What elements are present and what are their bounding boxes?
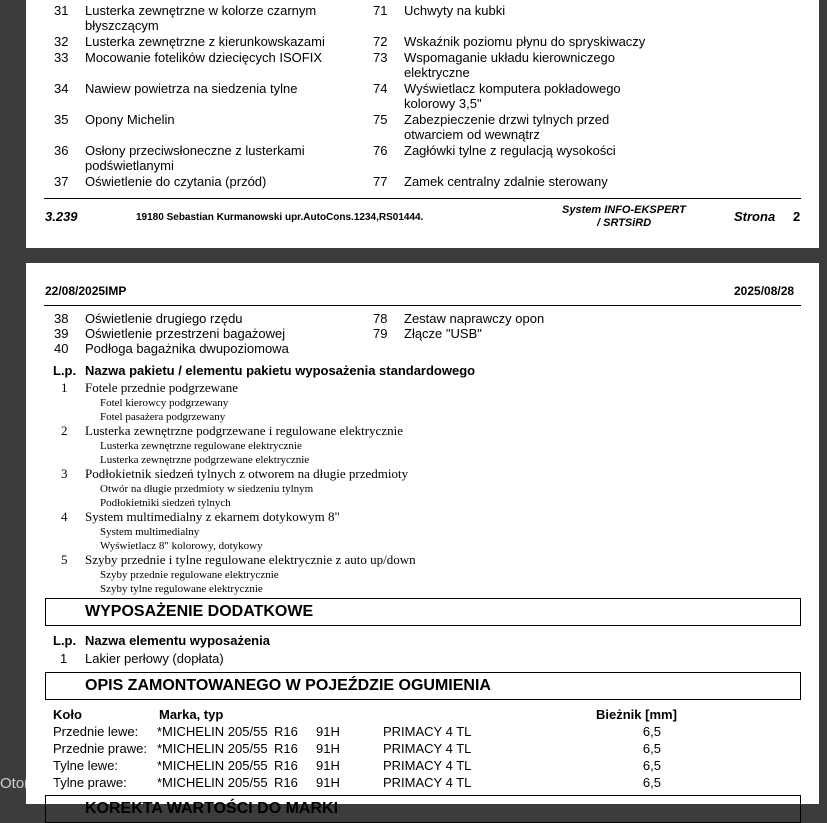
tyre-wheel: Przednie prawe: — [53, 741, 147, 756]
list-item-number: 36 — [54, 143, 69, 158]
package-name: System multimedialny z ekarnem dotykowym 8" — [85, 509, 340, 524]
list-item-text-continued: kolorowy 3,5" — [404, 96, 482, 111]
list-item-number: 34 — [54, 81, 69, 96]
tyres-box — [45, 672, 801, 700]
list-item-number: 31 — [54, 3, 69, 18]
list-item-text-continued: podświetlanymi — [85, 158, 174, 173]
list-item-text: Oświetlenie drugiego rzędu — [85, 311, 243, 326]
tyre-model: PRIMACY 4 TL — [383, 775, 472, 790]
tyre-wheel: Tylne lewe: — [53, 758, 119, 773]
additional-equipment-title: WYPOSAŻENIE DODATKOWE — [85, 603, 314, 620]
list-item-text: Opony Michelin — [85, 112, 175, 127]
list-item-text: Złącze "USB" — [404, 326, 482, 341]
tyre-tread: 6,5 — [642, 724, 661, 739]
package-subitem: Szyby przednie regulowane elektrycznie — [100, 569, 279, 581]
package-number: 3 — [61, 466, 68, 481]
packages-lp-header: L.p. — [53, 363, 77, 378]
package-subitem: Szyby tylne regulowane elektrycznie — [100, 583, 263, 595]
tyres-wheel-header: Koło — [53, 707, 82, 722]
tyre-load-speed-index: 91H — [316, 775, 340, 790]
package-number: 2 — [61, 423, 68, 438]
list-item-text: Wskaźnik poziomu płynu do spryskiwaczy — [404, 34, 646, 49]
package-subitem: System multimedialny — [100, 526, 200, 538]
tyre-model: PRIMACY 4 TL — [383, 724, 472, 739]
packages-title-header: Nazwa pakietu / elementu pakietu wyposażenia standardowego — [85, 363, 476, 378]
document-page-2 — [26, 263, 819, 817]
tyre-load-speed-index: 91H — [316, 724, 340, 739]
list-item-text: Uchwyty na kubki — [404, 3, 506, 18]
list-item-number: 33 — [54, 50, 69, 65]
tyre-brand: *MICHELIN 205/55 — [157, 741, 268, 756]
tyre-rim: R16 — [274, 775, 298, 790]
additional-equipment-box — [45, 598, 801, 626]
list-item-text: Osłony przeciwsłoneczne z lusterkami — [85, 143, 305, 158]
tyre-model: PRIMACY 4 TL — [383, 758, 472, 773]
list-item-number: 37 — [54, 174, 69, 189]
list-item-text: Zamek centralny zdalnie sterowany — [404, 174, 608, 189]
list-item-number: 71 — [373, 3, 388, 18]
package-name: Podłokietnik siedzeń tylnych z otworem na długie przedmioty — [85, 466, 409, 481]
footer-system-line1: System INFO-EKSPERT — [562, 204, 686, 216]
tyre-model: PRIMACY 4 TL — [383, 741, 472, 756]
list-item-text: Zestaw naprawczy opon — [404, 311, 545, 326]
package-subitem: Wyświetlacz 8" kolorowy, dotykowy — [100, 540, 263, 552]
package-number: 4 — [61, 509, 68, 524]
list-item-number: 77 — [373, 174, 388, 189]
additional-title-header: Nazwa elementu wyposażenia — [85, 633, 270, 648]
tyre-load-speed-index: 91H — [316, 758, 340, 773]
package-subitem: Otwór na długie przedmioty w siedzeniu tylnym — [100, 483, 314, 495]
list-item-number: 32 — [54, 34, 69, 49]
next-section-box — [45, 795, 801, 823]
additional-item-text: Lakier perłowy (dopłata) — [85, 651, 224, 666]
package-name: Fotele przednie podgrzewane — [85, 380, 239, 395]
list-item-text: Oświetlenie przestrzeni bagażowej — [85, 326, 286, 341]
package-name: Szyby przednie i tylne regulowane elektrycznie z auto up/down — [85, 552, 416, 567]
list-item-text: Nawiew powietrza na siedzenia tylne — [85, 81, 298, 96]
header-left: 22/08/2025IMP — [45, 284, 127, 298]
footer-code: 3.239 — [45, 209, 78, 224]
tyre-rim: R16 — [274, 724, 298, 739]
tyres-tread-header: Bieżnik [mm] — [596, 707, 677, 722]
list-item-number: 79 — [373, 326, 388, 341]
list-item-number: 75 — [373, 112, 388, 127]
list-item-number: 72 — [373, 34, 388, 49]
tyre-wheel: Przednie lewe: — [53, 724, 139, 739]
list-item-number: 76 — [373, 143, 388, 158]
list-item-number: 38 — [54, 311, 69, 326]
list-item-text: Lusterka zewnętrzne z kierunkowskazami — [85, 34, 325, 49]
additional-item-number: 1 — [60, 651, 68, 666]
footer-page-number: 2 — [793, 209, 801, 224]
tyre-tread: 6,5 — [642, 775, 661, 790]
list-item-text: Zabezpieczenie drzwi tylnych przed — [404, 112, 610, 127]
tyre-brand: *MICHELIN 205/55 — [157, 724, 268, 739]
package-subitem: Podłokietniki siedzeń tylnych — [100, 497, 231, 509]
list-item-text: Podłoga bagażnika dwupoziomowa — [85, 341, 289, 356]
list-item-number: 78 — [373, 311, 388, 326]
package-name: Lusterka zewnętrzne podgrzewane i regulowane elektrycznie — [85, 423, 403, 438]
tyre-brand: *MICHELIN 205/55 — [157, 758, 268, 773]
list-item-text: Oświetlenie do czytania (przód) — [85, 174, 267, 189]
tyre-tread: 6,5 — [642, 758, 661, 773]
package-number: 1 — [61, 380, 68, 395]
list-item-text-continued: otwarciem od wewnątrz — [404, 127, 540, 142]
document-page-1 — [26, 0, 819, 248]
list-item-text: Lusterka zewnętrzne w kolorze czarnym — [85, 3, 317, 18]
list-item-number: 74 — [373, 81, 388, 96]
tyres-title: OPIS ZAMONTOWANEGO W POJEŹDZIE OGUMIENIA — [85, 677, 491, 694]
list-item-number: 35 — [54, 112, 69, 127]
additional-lp-header: L.p. — [53, 633, 77, 648]
list-item-text: Zagłówki tylne z regulacją wysokości — [404, 143, 616, 158]
list-item-number: 73 — [373, 50, 388, 65]
footer-page-label: Strona — [734, 209, 776, 224]
footer-system-line2: / SRTSiRD — [597, 217, 652, 229]
header-divider — [44, 305, 801, 306]
tyre-load-speed-index: 91H — [316, 741, 340, 756]
list-item-text: Wyświetlacz komputera pokładowego — [404, 81, 621, 96]
header-right: 2025/08/28 — [734, 284, 795, 298]
package-subitem: Fotel kierowcy podgrzewany — [100, 397, 229, 409]
tyre-brand: *MICHELIN 205/55 — [157, 775, 268, 790]
list-item-text-continued: błyszczącym — [85, 18, 159, 33]
package-subitem: Fotel pasażera podgrzewany — [100, 411, 226, 423]
list-item-number: 39 — [54, 326, 69, 341]
tyre-rim: R16 — [274, 758, 298, 773]
package-number: 5 — [61, 552, 68, 567]
tyre-tread: 6,5 — [642, 741, 661, 756]
next-section-title: KOREKTA WARTOŚCI DO MARKI — [85, 800, 339, 817]
list-item-number: 40 — [54, 341, 69, 356]
list-item-text-continued: elektryczne — [404, 65, 470, 80]
package-subitem: Lusterka zewnętrzne regulowane elektrycznie — [100, 440, 302, 452]
tyres-brand-header: Marka, typ — [159, 707, 224, 722]
list-item-text: Mocowanie fotelików dziecięcych ISOFIX — [85, 50, 322, 65]
tyre-wheel: Tylne prawe: — [53, 775, 127, 790]
list-item-text: Wspomaganie układu kierowniczego — [404, 50, 616, 65]
package-subitem: Lusterka zewnętrzne podgrzewane elektrycznie — [100, 454, 310, 466]
footer-divider — [44, 198, 801, 199]
watermark-logo: Otomoto — [0, 775, 58, 792]
footer-author: 19180 Sebastian Kurmanowski upr.AutoCons.1234,RS01444. — [136, 212, 424, 223]
tyre-rim: R16 — [274, 741, 298, 756]
